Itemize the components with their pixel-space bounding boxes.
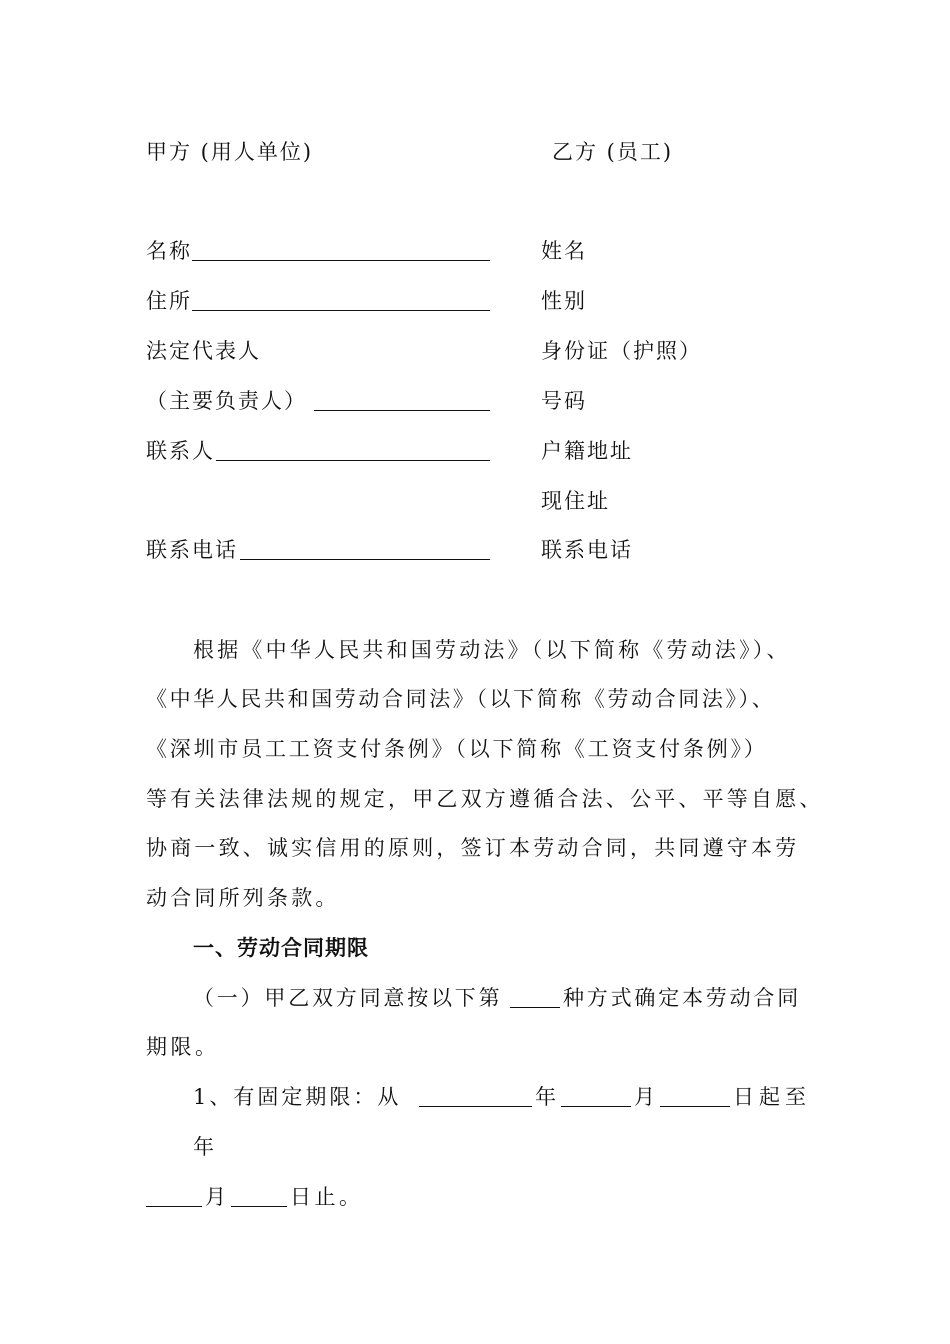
party-a-phone-label: 联系电话 — [146, 538, 238, 562]
party-a-contact-blank[interactable] — [216, 460, 490, 461]
end-year-label: 年 — [193, 1135, 218, 1159]
intro-line-6: 动合同所列条款。 — [146, 886, 340, 910]
party-a-address-label: 住所 — [146, 289, 192, 313]
party-b-household-label: 户籍地址 — [541, 439, 633, 463]
party-b-id-card-label: 身份证（护照） — [541, 339, 702, 363]
party-b-heading: 乙方 (员工) — [552, 140, 674, 164]
section-1-heading: 一、劳动合同期限 — [193, 936, 369, 960]
party-b-gender-label: 性别 — [541, 289, 587, 313]
clause-1-post: 种方式确定本劳动合同 — [563, 986, 801, 1010]
party-a-legal-rep-label: 法定代表人 — [146, 339, 261, 363]
start-year-blank[interactable] — [419, 1106, 532, 1107]
end-month-blank[interactable] — [146, 1206, 202, 1207]
end-month-label: 月 — [205, 1185, 230, 1209]
start-month-blank[interactable] — [561, 1106, 631, 1107]
clause-1-cont: 期限。 — [146, 1035, 220, 1059]
start-year-label: 年 — [535, 1085, 560, 1109]
end-day-label: 日止。 — [290, 1185, 364, 1209]
start-day-blank[interactable] — [660, 1106, 730, 1107]
party-a-heading: 甲方 (用人单位) — [146, 140, 314, 164]
intro-line-2: 《中华人民共和国劳动合同法》（以下简称《劳动合同法》）、 — [146, 687, 776, 711]
party-a-phone-blank[interactable] — [240, 559, 490, 560]
intro-line-3: 《深圳市员工工资支付条例》（以下简称《工资支付条例》） — [146, 737, 768, 761]
clause-1-pre: （一）甲乙双方同意按以下第 — [193, 986, 503, 1010]
party-b-name-label: 姓名 — [541, 239, 587, 263]
clause-1-option-blank[interactable] — [510, 1007, 560, 1008]
party-a-address-blank[interactable] — [192, 310, 490, 311]
item-1-pre: 1、有固定期限：从 — [193, 1085, 402, 1109]
intro-line-4: 等有关法律法规的规定，甲乙双方遵循合法、公平、平等自愿、 — [146, 787, 824, 811]
party-b-id-number-label: 号码 — [541, 389, 587, 413]
party-a-contact-label: 联系人 — [146, 439, 215, 463]
start-day-label: 日起至 — [733, 1085, 811, 1109]
party-a-name-label: 名称 — [146, 239, 192, 263]
party-a-main-person-label: （主要负责人） — [146, 389, 307, 413]
end-day-blank[interactable] — [231, 1206, 287, 1207]
intro-line-1: 根据《中华人民共和国劳动法》（以下简称《劳动法》）、 — [193, 638, 791, 662]
start-month-label: 月 — [634, 1085, 659, 1109]
intro-line-5: 协商一致、诚实信用的原则，签订本劳动合同，共同遵守本劳 — [146, 836, 800, 860]
party-a-name-blank[interactable] — [192, 260, 490, 261]
party-a-rep-blank[interactable] — [314, 410, 490, 411]
party-b-phone-label: 联系电话 — [541, 538, 633, 562]
party-b-current-address-label: 现住址 — [541, 489, 610, 513]
